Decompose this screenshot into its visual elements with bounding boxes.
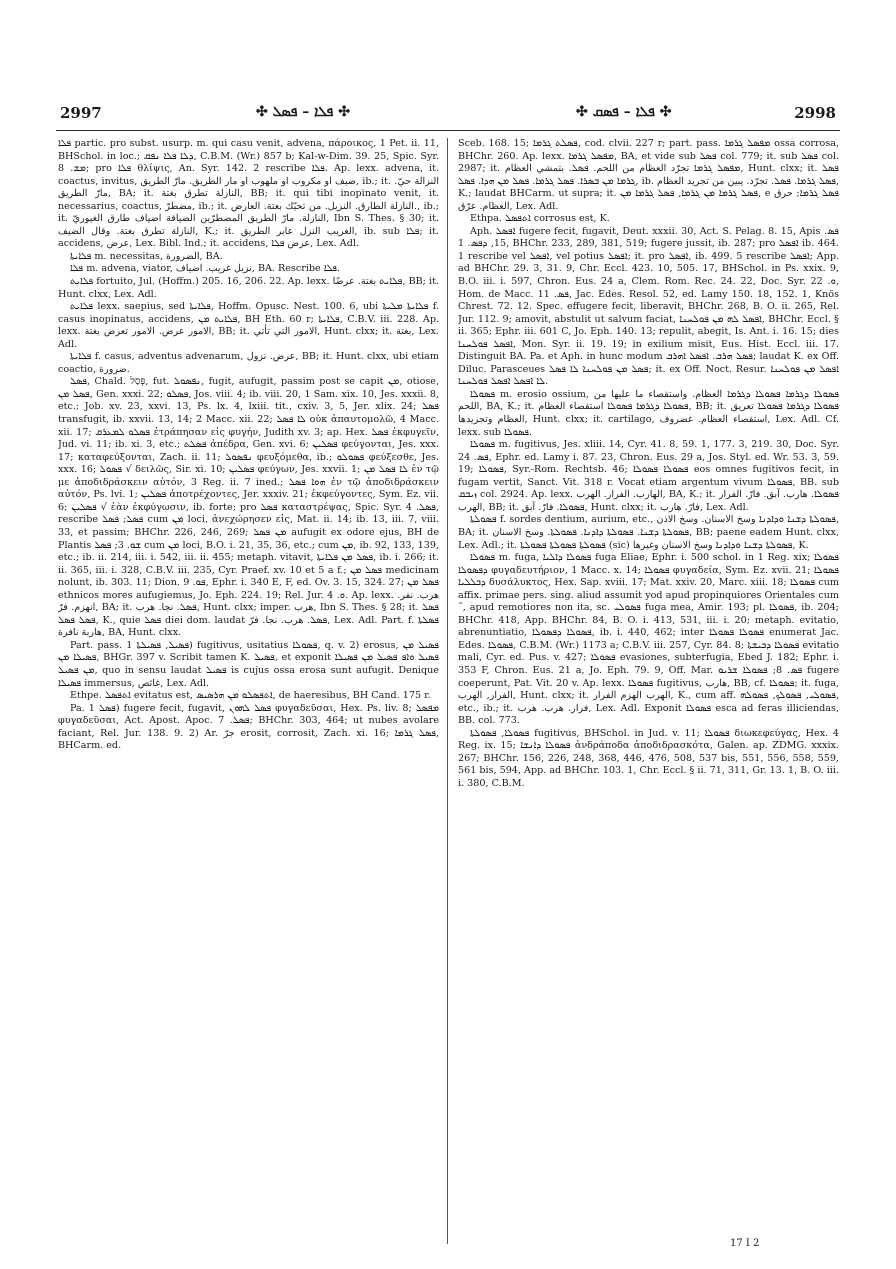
entry-paragraph: ܦܣܘܠܬܐ f. sordes dentium, aurium, etc., ܦܣܘܠܬܐ ܕܫܢܐ ܘܕܐܕܢܐ وسخ الاسنان. وسخ الاذن, BA; it. ܦܣܘܠܬܐ ܕܫܢܐ. ܦܣܘܠܬܐ ܕܐܕܢܐ. ܦܣܘܠܬܐ. وسخ الاسنان, BB; paene eadem Hunt. clxx, Lex. Adl.; it. ܦܣܘܠܬܐ ܦܣܘܠܬܐ ܦܣܘܠܬܐ (sic) ܦܣܘܠܬܐ ܕܫܢܐ ܘܕܐܕܢܐ وسخ الاسنان وغيرها, K.: [458, 514, 839, 551]
entry-paragraph: ܦܣܘܠܐ m. fugitivus, Jes. xliii. 14, Cyr. 41. 8, 59. 1, 177. 3, 219. 30, Doc. Syr. ܦܣ. 24, Ephr. ed. Lamy i. 87. 23, Chron. Eus. 29 a, Jos. Styl. ed. Wr. 53. 3, 59. 19; ܦܣܘܠܐ, Syr.-Rom. Rechtsb. 46; ܦܣܘܠܐ ܦܣܘܠܐ eos omnes fugitivos fecit, in fugam vertit, Sanct. Vit. 318 r. Vocat etiam argentum vivum ܦܣܘܠܐ, BB. sub ܙܝܒܩ col. 2924. Ap. lexx. الهارب. الفرار. الهرب, BA, K.; it. ܦܣܘܠܐ. هارب. آبق. فارّ. الفرار الهرب, BB; it. ܦܣܘܠܐ. فارّ. آبق, Hunt. clxx; it. فارّ. هارب, Lex. Adl.: [458, 439, 839, 513]
entry-paragraph: ܦܠܐܝܬܐ m. necessitas, الضرورة, BA.: [70, 250, 223, 262]
entry-paragraph: ܦܣܘܠܐ, ܦܣܘܠܬܐ fugitivus, BHSchol. in Jud. v. 11; ܦܣܘܠܐ διωκεφεύγας, Hex. 4 Reg. ix. 15; ܦܣܘܠܐ ܕܐܢܫܐ ἀνδράποδα ἀποδιδρασκότα, Galen. ap. ZDMG. xxxix. 267; BHChr. 156, 226, 248, 368, 446, 476, 508, 537 bis, 551, 556, 558, 559, 561 bis, 594, App. ad BHChr. 103. 1, Chr. Eccl. § ii. 71, 311, Gr. 13. 1, B. O. iii. i. 380, C.B.M.: [458, 727, 839, 789]
entry-paragraph: ܦܠܐܝܬ fortuito, Jul. (Hoffm.) 205. 16, 206. 22. Ap. lexx. ܦܠܐܝܬ بغتة. عرضًا, BB; it. Hunt. clxx, Lex. Adl.: [58, 276, 439, 300]
entry-paragraph: Ethpa. ܐܬܦܣܠ corrosus est, K.: [470, 213, 610, 225]
entry-paragraph: Aph. ܐܦܣܠ fugere fecit, fugavit, Deut. xxxii. 30, Act. S. Pelag. 8. 15, Apis ܦܣ. 15, ܕܦܣ. 1, BHChr. 233, 289, 381, 519; fugere jussit, ib. 287; pro ܐܦܣܠ ib. 464. 1 rescribe vel ܐܦܣܠ, vel potius ܐܦܣܠ; it. pro ܐܦܣܠ, ib. 499. 5 rescribe ܐܦܣܠ; App. ad BHChr. 29. 3, 31. 9, Chr. Eccl. 423. 10, 505. 17, BHSchol. in Ps. xxix. 9, B.O. iii. i. 597, Chron. Eus. 24 a, Clem. Rom. Rec. 24. 22, Doc. Syr. ܘ. 22, Hom. de Macc. ܦܣ. 11, Jac. Edes. Resol. 52, ed. Lamy 150. 18, 152. 1, Knös Chrest. 72. 12. Spec. effugere fecit, liberavit, BHChr. 268, B. O. ii. 265, Rel. Jur. 112. 9; amovit, abstulit ut salvum faciat, ܐܦܣܠ ܠܗ ܡܢ ܦܘܠܚܢܐ, BHChr. Eccl. § ii. 365; Ephr. iii. 601 C, Jo. Eph. 140. 13; repulit, abegit, Is. Ant. i. 16. 15; dies ܐܦܣܠ ܦܘܠܚܢܐ, Mon. Syr. ii. 19. 19; in exilium misit, Eus. Hist. Eccl. iii. 17. Distinguit BA. Pa. et Aph. in hunc modum ܦܣܠ ܗܪܒ. ܐܦܣܠ ܐܗܪܒ; laudat K. ex Off. Diluc. Parasceues ܦܣܠ ܡܢ ܦܘܠܚܢܐ ܠܐ ܦܣܠ; it. ex Off. Noct. Resur. ܐܦܣܠ ܡܢ ܦܘܠܚܢܐ ܠܐ ܐܦܣܠ ܐܦܣܠ ܦܘܠܚܢܐ.: [458, 225, 839, 388]
entry-paragraph: Part. pass. ܦܣܝܠ, ܦܣܝܠܬܐ 1) fugitivus, usitatius ܦܣܘܠܐ, q. v. 2) erosus, ܦܣܝܠ ܡܢ ܦܣܝܠܐ ܡܢ, BHGr. 397 v. Scribit tamen K. ܦܣܝܠ, et exponit ܦܣܝܠ ܘܐܦ ܦܣܝܠ ܡܢ ܦܣܝܠܐ ܡܢ ܦܣܝܠ, quo in sensu laudat ܦܣܝܠ is cujus ossa erosa sunt aufugit. Denique ܦܣܝܠܐ immersus, غائص, Lex. Adl.: [58, 639, 439, 689]
right-column: [458, 138, 839, 1248]
right-page-number: 2998: [794, 104, 836, 122]
left-page-number: 2997: [60, 104, 102, 122]
entry-paragraph: Ethpe. ܐܬܦܣܠ evitatus est, ܐܬܦܣܠܘ ܡܢ ܗܪܣܝܣ, de haeresibus, BH Cand. 175 r.: [70, 690, 431, 702]
left-column: [58, 138, 439, 1248]
entry-paragraph: ܦܠܐܝܬܐ f. casus, adventus advenarum, عرض. نزول, BB; it. Hunt. clxx, ubi etiam coactio, ضرورة.: [58, 351, 439, 375]
left-running-title: ✣ ܦܠܐ – ܦܣܠ ✣: [256, 104, 350, 120]
entry-paragraph: Sceb. 168. 15; ܦܣܠܬ ܓܪܡܐ, cod. clvii. 227 r; part. pass. ܡܦܣܠ ܓܪܡܐ ossa corrosa, BHChr. 260. Ap. lexx. ܡܦܣܠ ܓܪܡܐ, BA, et vide sub ܦܣܠ col. 779; it. sub ܦܣܠ col. 2987; it. ܡܦܣܠ ܓܪܡܐ تجرّد العظام من اللحم. ܦܣܠ. بتمشي العظام, Hunt. clxx; it. ܦܣܠ ܓܪܡܐ ܡܢ ܒܣܪܐ. ܦܣܠ ܓܪܡܐ. ܦܣܠ ܡܢ ܗܕܐ. ܦܣܠ, ib. ܦܣܠ ܓܪܡܐ. ܦܣܠ. تجرّد. يبين من تجريد العظام, K.; laudat BHCarm. ut supra; it. ܦܣܠ ܓܪܡܐ ܡܢ ܓܪܡܐ, ܦܣܠ ܓܪܡܐ ܡܢ, e ܦܣܠ ܓܪܡܐ; حرق العظام. عرّق, Lex. Adl.: [458, 138, 839, 212]
entry-paragraph: ܦܠܐ partic. pro subst. usurp. m. qui casu venit, advena, πάροικος, 1 Pet. ii. 11, BHSchol. in loc.; ܕܠܐ ܦܠܐ ܢܦܩ, C.B.M. (Wr.) 857 b; Kal-w-Dim. 39. 25, Spic. Syr. ܡܫ. 8; pro ܦܠܐ θλίψις, An. Syr. 142. 2 rescribe ܦܠܐ. Ap. lexx. advena, it. coactus, invitus, ضيف او مكروب او ملهوب او مار الطريق. مارّ الطريق, ib.; it. النزالة حيّ. مارّ الطريق, BA; it. النازلة تطرق بغتة, BB; it. qui tibi inopinato venit, it. necessarius, coactus, مضطرّ, ib.; it. النازلة الطارق. النزيل. من تحيّك بغتة. العارض., ib.; it. النازلة. مارّ الطريق المضطرّين الضيافة اضياف طارق الغيوريّ, Ibn S. Thes. § 30; it. النازلة تطرق بغتة. وقال الضيف, K.; it. الغريب النزل عابر الطريق, ib. sub ܦܠܐ; it. accidens, عرض, Lex. Bibl. Ind.; it. accidens, عرض ܦܠܐ, Lex. Adl.: [58, 138, 439, 250]
page-header: [56, 100, 840, 131]
entry-paragraph: ܦܣܘܠܐ m. fuga, ܦܣܘܠܐ ܕܐܠܝܐ fuga Eliae, Ephr. i. 500 schol. in 1 Reg. xix; ܦܣܘܠܐ ܕܦܣܘܠܐ φυγαδευτήριον, 1 Macc. x. 14; ܦܣܘܠܐ φυγαδεία, Sym. Ez. xvii. 21; ܦܣܘܠܐ ܕܒܠܠܝܐ δυσάλυκτος, Hex. Sap. xviii. 17; Mat. xxiv. 20, Marc. xiii. 18; ܦܣܘܠܐ cum affix. primae pers. sing. aliud assumit yod apud propinquiores Orientales cum ˝, apud remotiores non ita, sc. ܦܣܘܠܝ fuga mea, Amir. 193; pl. ܦܣܘܠܐ, ib. 204; BHChr. 418, App. BHChr. 84, B. O. i. 413, 531, iii. i. 20; metaph. evitatio, abrenuntiatio, ܦܣܘܠܐ ܕܦܣܘܠܐ, ib. i. 440, 462; inter ܦܣܘܠܐ ܦܣܘܠܐ enumerat Jac. Edes. ܦܣܘܠܐ, C.B.M. (Wr.) 1173 a; C.B.V. iii. 257, Cyr. 84. 8; ܦܣܘܠܐ ܕܒܝܫܬܐ evitatio mali, Cyr. ed. Pus. v. 427; ܦܣܘܠܐ evasiones, subterfugia, Ebed J. 182; Ephr. i. 353 F, Chron. Eus. 21 a, Jo. Eph. 79. 9, Off. Mar. ܦܣ. 8; ܦܣܘܠܐ ܫܪܝܘ fugere coeperunt, Pat. Vit. 20 v. Ap. lexx. ܦܣܘܠܐ fugitivus, هارب, BB, cf. ܦܣܘܠܐ; it. fuga, الفرار, الهرب, Hunt. clxx; it. الهرب الهزم الفرار, K., cum aff. ܦܣܘܠܝ, ܦܣܘܠܟ, ܦܣܘܠܗ, etc., ib.; it. فرار. هرب. هرب, Lex. Adl. Exponit ܦܣܘܠܐ esca ad feras illiciendas, BB. col. 773.: [458, 552, 839, 727]
entry-paragraph: Pa. ܦܣܠ 1) fugere fecit, fugavit, ܦܣܠ ܠܗܘܢ φυγαδεῦσαι, Hex. Ps. liv. 8; ܡܦܣܠ φυγαδεῦσαι, Act. Apost. Apoc. ܦܣܠ. 7; BHChr. 303, 464; ut nubes avolare faciant, Rel. Jur. 138. 9. 2) Ar. جرّ erosit, corrosit, Zach. xi. 16; ܦܣܠ ܓܪܡܐ, BHCarm. ed.: [58, 702, 439, 752]
entry-paragraph: ܦܣܠ, Chald. פְּסַל, fut. ܢܦܣܘܠ, fugit, aufugit, passim post se capit ܡܢ, otiose, ܦܣܠ ܡܢ, Gen. xxxi. 22; ܦܣܠܘ, Jos. viii. 4; ib. viii. 20, 1 Sam. xix. 10, Jes. xxxii. 8, etc.; Job. xv. 23, xxvi. 13, Ps. lx. 4, lxiii. tit., cxiv. 3, 5, Jer. xlix. 24; ܦܣܠ transfugit, ib. xxvii. 13, 14; 2 Macc. xii. 22; ܠܐ ܦܣܠ οὐκ ἀπαυτομολῶ, 4 Macc. xii. 17; ܦܣܠܘ ܠܡܥܪܩ ἐτράπησαν εἰς φυγήν, Judith xv. 3; ap. Hex. ܦܣܠ ἐκφυγεῖν, Jud. vi. 11; ib. xi. 3, etc.; ܦܣܠܬ ἀπέδρα, Gen. xvi. 6; ܦܣܠܝܢ φεύγονται, Jes. xxx. 17; καταφεύξονται, Zach. ii. 11; ܢܦܣܘܠ φευξόμεθα, ib.; ܦܣܘܠܘ φεύξεσθε, Jes. xxx. 16; ܦܣܘܠ √ δειλῶς, Sir. xi. 10; ܦܣܠܝܢ φεύγων, Jes. xxvii. 1; ܠܐ ܦܣܠ ܡܢ ἐν τῷ με ἀποδιδράσκειν αὐτόν, 3 Reg. ii. 7 ined.; ܗܘܐ ܦܣܠ ἐν τῷ ἀποδιδράσκειν αὐτόν, Ps. lvi. 1; ܦܣܠܝܢ ἀποτρέχοντες, Jer. xxxiv. 21; ἐκφεύγοντες, Sym. Ez. vii. 6; ܦܣܠܝܢ √ ἐὰν ἐκφύγωσιν, ib. forte; pro ܦܣܠ καταστρέψας, Spic. Syr. ܦܣܠ. 4, rescribe ܦܣܠ; ܦܣܠ cum ܡܢ loci, ἀνεχώρησεν εἰς, Mat. ii. 14; ib. 13, iii. 7, viii. 33, et passim; BHChr. 226, 246, 269; ܡܢ ܦܣܠ aufugit ex odore ejus, BH de Plantis ܫܘ. 3; ܦܣܠ cum ܡܢ loci, B.O. i. 21, 35, 36, etc.; cum ܡܢ, ib. 92, 133, 139, etc.; ib. ii. 214, iii. i. 542, iii. ii. 455; metaph. vitavit, ܦܣܠ ܡܢ ܦܠܐܝܬܐ, ib. i. 266; it. ii. 365, iii. i. 328, C.B.V. iii. 235, Cyr. Praef. xv. 10 et 5 a f.; ܦܣܠ ܡܢ medicinam nolunt, ib. 303. 11; Dion. ܦܘ. 9, Ephr. i. 340 E, F, ed. Ov. 3. 15, 324. 27; ܦܣܠ ܡܢ ethnicos mores aufugiemus, Jo. Eph. 224. 19; Rel. Jur. ܘ. 4. Ap. lexx. هرب. نفر. انهزم. فرّ, BA; it. ܦܣܠ. نجا. هرب, Hunt. clxx; imper. هرب, Ibn S. Thes. § 28; it. ܦܣܠ ܦܣܠ ܦܣܠ, K., quie ܦܣܠ diei dom. laudat ܦܣܠ. هرب. نجا. فرّ, Lex. Adl. Part. f. ܦܣܠܬܐ هاربة نافرة, BA, Hunt. clxx.: [58, 376, 439, 639]
column-divider: [447, 138, 448, 1244]
right-running-title: ✣ ܦܠܐ – ܦܣܩ ✣: [576, 104, 672, 120]
entry-paragraph: ܦܠܐ m. advena, viator, نزيل غريب. اضياف, BA. Rescribe ܦܠܐ.: [70, 263, 340, 275]
entry-paragraph: ܦܠܐܝܬ lexx. saepius, sed ܦܠܐܝܬܐ, Hoffm. Opusc. Nest. 100. 6, ubi ܦܠܐܝܬܐ ܡܠܝܬܐ f. casus inopinatus, accidens, ܦܠܐܝܬ ܡܢ, BH Eth. 60 r; ܦܠܐܝܬܐ, C.B.V. iii. 228. Ap. lexx. الامور عرض. الامور تعرض بغتة, BB; it. الامور التي تأتي, Hunt. clxx; it. بغتة, Lex. Adl.: [58, 301, 439, 350]
signature-mark: 17 I 2: [730, 1238, 760, 1249]
entry-paragraph: ܦܣܘܠܐ m. erosio ossium, ܦܣܘܠܐ ܕܓܪܡܐ ܦܣܘܠܐ ܕܓܪܡܐ العظام. واستقصاء ما عليها من اللحم, BA, K.; it. ܦܣܘܠܐ ܕܓܪܡܐ ܦܣܘܠܐ استقصاء العظام, BB; it. ܦܣܘܠܐ ܕܓܪܡܐ ܦܣܘܠܐ تعريق العظام وتجريدها, Hunt. clxx; it. cartilago, استقصاء العظام. غضروف, Lex. Adl. Cf. lexx. sub ܦܣܘܠܐ.: [458, 388, 839, 438]
